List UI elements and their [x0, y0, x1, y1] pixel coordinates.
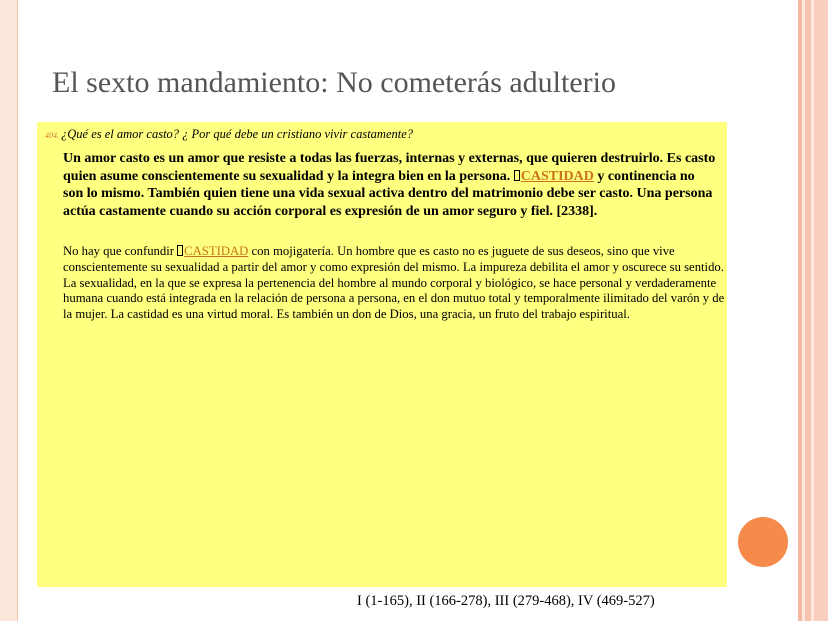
stripe [814, 0, 828, 621]
content-box [37, 122, 727, 587]
left-border-decoration [0, 0, 18, 621]
slide-title: El sexto mandamiento: No cometerás adulterio [52, 66, 616, 99]
explanation-text-1: No hay que confundir [63, 244, 178, 258]
question-text: ¿Qué es el amor casto? ¿ Por qué debe un cristiano vivir castamente? [61, 127, 414, 141]
castidad-link[interactable]: CASTIDAD [520, 168, 594, 184]
explanation-text-2: con mojigatería. Un hombre que es casto no es juguete de sus deseos, sino que vive conscientemente su sexualidad a partir del amor y como expresión del mismo. La impureza debilita el amor y oscurece su sentido. La sexualidad, en la que se expresa la pertenencia del hombre al mundo corporal y biológico, se hace personal y verdaderamente humana cuando está integrada en la relación de persona a persona, en el don mutuo total y temporalmente ilimitado del varón y de la mujer. La castidad es una virtud moral. Es también un don de Dios, una gracia, un fruto del trabajo espiritual. [63, 244, 725, 322]
footer-index: I (1-165), II (166-278), III (279-468), IV (469-527) [357, 593, 655, 609]
answer-paragraph [63, 150, 718, 220]
question-line [45, 127, 413, 142]
link-box-icon [514, 170, 520, 181]
link-box-icon [177, 245, 183, 256]
accent-circle-decoration [738, 517, 788, 567]
question-number: 404. [45, 131, 59, 140]
castidad-link[interactable]: CASTIDAD [184, 244, 249, 258]
answer-text-2: y continencia no son lo mismo. También quien tiene una vida sexual activa dentro del matrimonio debe ser casto. Una persona actúa castamente cuando su acción corporal es expresión de un amor seguro y fiel. [2338]. [63, 168, 713, 219]
answer-text-1: Un amor casto es un amor que resiste a todas las fuerzas, internas y externas, que quieren destruirlo. Es casto quien asume conscientemente su sexualidad y la integra bien en la persona. [63, 151, 716, 184]
explanation-paragraph [63, 244, 728, 323]
right-stripe-decoration [798, 0, 828, 621]
